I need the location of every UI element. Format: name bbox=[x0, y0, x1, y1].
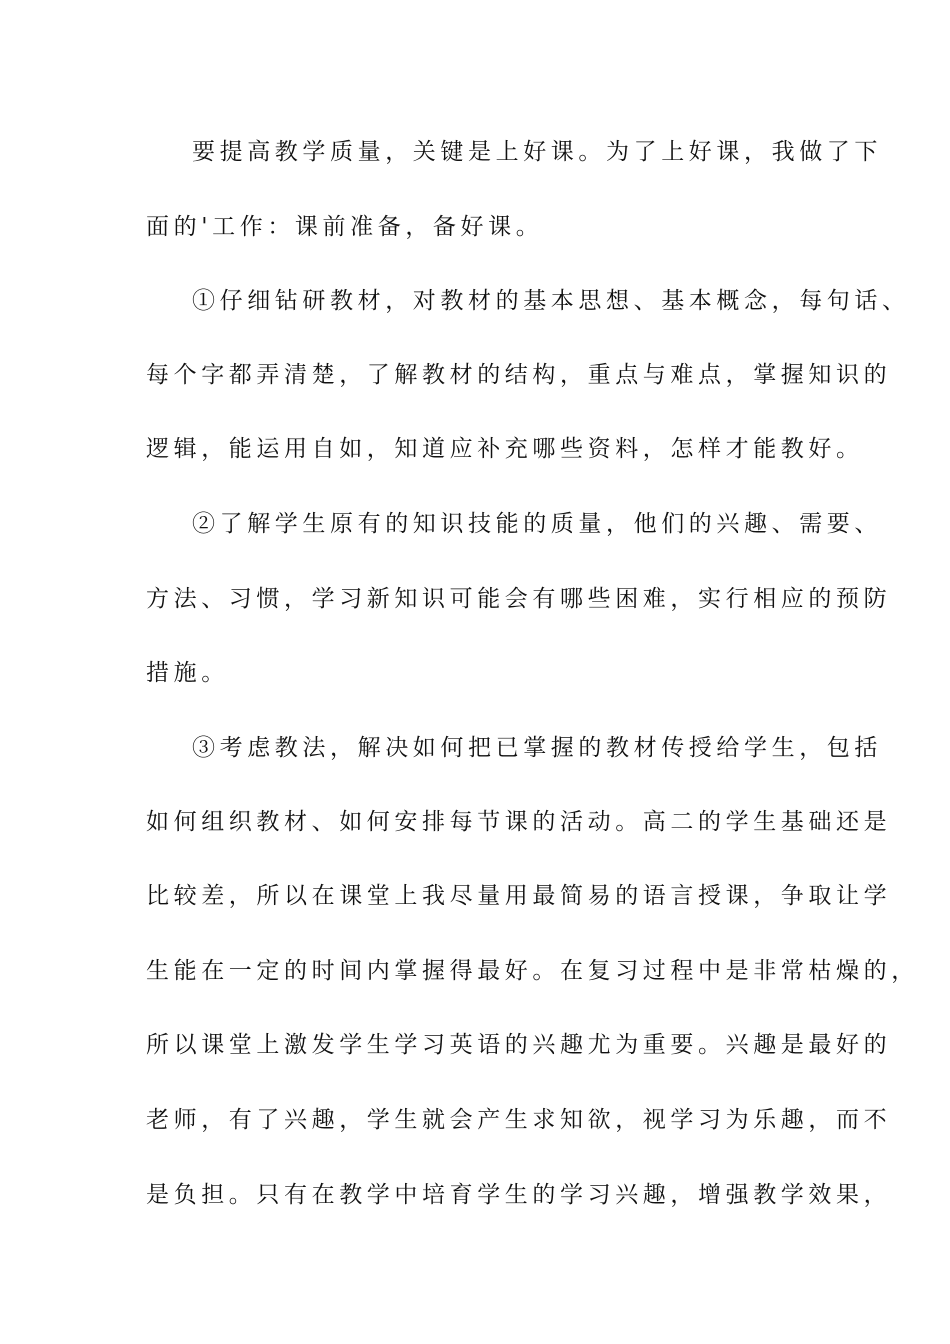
paragraph-2-line-1: ①仔细钻研教材，对教材的基本思想、基本概念，每句话、 bbox=[192, 288, 910, 314]
paragraph-4-line-2: 如何组织教材、如何安排每节课的活动。高二的学生基础还是 bbox=[146, 809, 892, 835]
paragraph-4-line-7: 是负担。只有在教学中培育学生的学习兴趣，增强教学效果， bbox=[146, 1182, 892, 1208]
paragraph-4-line-3: 比较差，所以在课堂上我尽量用最简易的语言授课，争取让学 bbox=[146, 883, 892, 909]
paragraph-4-line-4: 生能在一定的时间内掌握得最好。在复习过程中是非常枯燥的， bbox=[146, 958, 919, 984]
paragraph-2-line-2: 每个字都弄清楚，了解教材的结构，重点与难点，掌握知识的 bbox=[146, 362, 892, 388]
paragraph-4-line-6: 老师，有了兴趣，学生就会产生求知欲，视学习为乐趣，而不 bbox=[146, 1107, 892, 1133]
paragraph-1-line-2: 面的'工作：课前准备，备好课。 bbox=[146, 214, 544, 240]
paragraph-3-line-2: 方法、习惯，学习新知识可能会有哪些困难，实行相应的预防 bbox=[146, 586, 892, 612]
paragraph-4-line-5: 所以课堂上激发学生学习英语的兴趣尤为重要。兴趣是最好的 bbox=[146, 1032, 892, 1058]
paragraph-4-line-1: ③考虑教法，解决如何把已掌握的教材传授给学生，包括 bbox=[192, 735, 882, 761]
paragraph-3-line-3: 措施。 bbox=[146, 660, 229, 686]
paragraph-2-line-3: 逻辑，能运用自如，知道应补充哪些资料，怎样才能教好。 bbox=[146, 436, 864, 462]
paragraph-3-line-1: ②了解学生原有的知识技能的质量，他们的兴趣、需要、 bbox=[192, 511, 882, 537]
paragraph-1-line-1: 要提高教学质量，关键是上好课。为了上好课，我做了下 bbox=[192, 139, 882, 165]
